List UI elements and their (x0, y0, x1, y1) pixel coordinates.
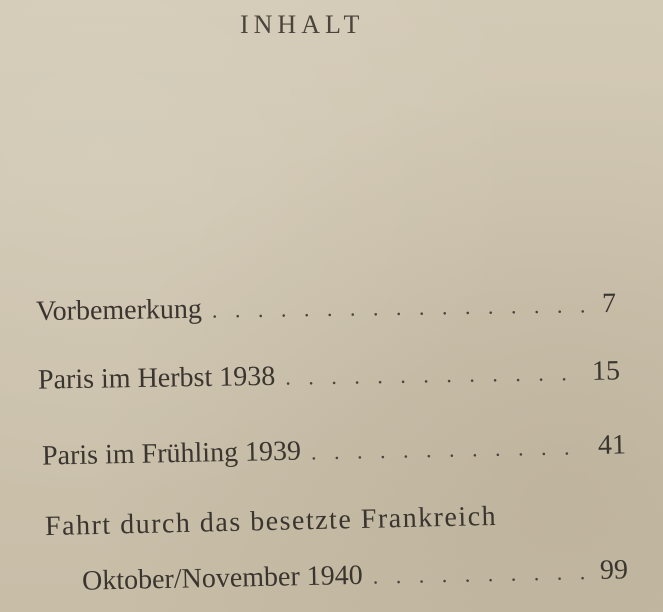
toc-entry-paris-herbst (38, 355, 620, 396)
toc-entry-label-line1: Fahrt durch das besetzte Frankreich (44, 500, 498, 543)
toc-entry-paris-fruehling (42, 429, 627, 472)
toc-entry-label: Paris im Frühling 1939 (41, 435, 302, 472)
toc-page-number: 15 (591, 355, 621, 387)
dot-leader (311, 434, 588, 465)
dot-leader (212, 292, 592, 323)
dot-leader (372, 559, 590, 590)
toc-entry-label-line2: Oktober/November 1940 (81, 559, 364, 597)
toc-entry-label: Paris im Herbst 1938 (37, 360, 276, 396)
toc-page-number: 99 (599, 554, 629, 586)
toc-page-number: 41 (597, 429, 627, 461)
page-title: INHALT (240, 10, 365, 39)
toc-entry-label: Vorbemerkung (35, 293, 203, 328)
toc-entry-vorbemerkung (36, 288, 616, 328)
dot-leader (285, 360, 582, 391)
toc-entry-fahrt (82, 554, 629, 597)
toc-page-number: 7 (601, 287, 617, 320)
